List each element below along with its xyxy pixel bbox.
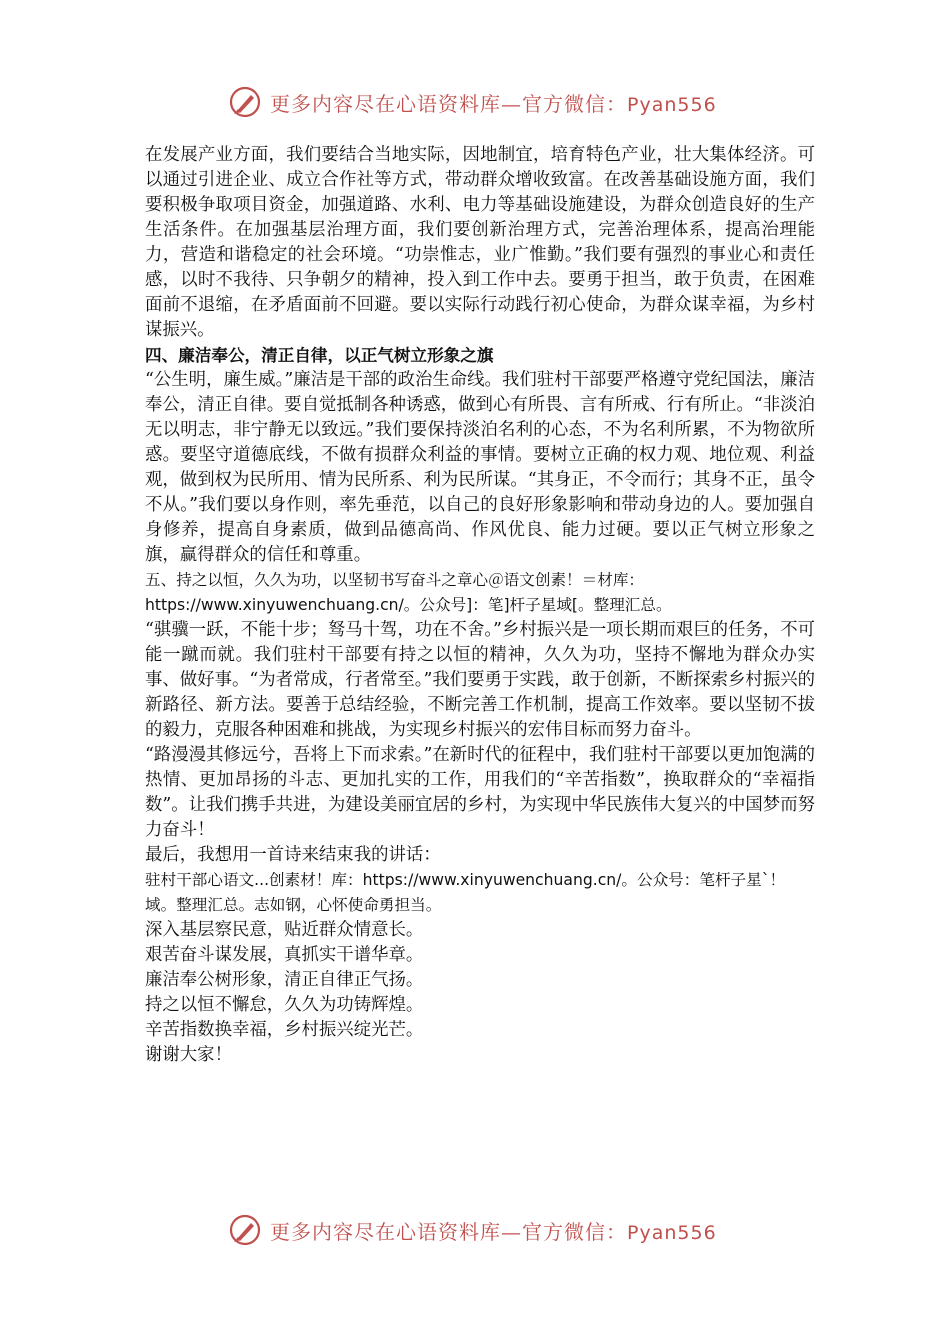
wechat-id: Pyan556: [627, 1221, 717, 1244]
poem-title: 驻村干部心语文...创素材！库：https://www.xinyuwenchuang.cn/。公众号：笔杆子星`！域。整理汇总。志如钢，心怀使命勇担当。: [145, 871, 786, 914]
poem-line: 辛苦指数换幸福，乡村振兴绽光芒。: [145, 1020, 424, 1040]
pen-logo-icon: [228, 1213, 262, 1247]
paragraph-persistence: “骐骥一跃，不能十步；驽马十驾，功在不舍。”乡村振兴是一项长期而艰巨的任务，不可能一蹴而就。我们驻村干部要有持之以恒的精神，久久为功，坚持不懈地为群众办实事、做好事。“为者常成，行者常至。”我们要勇于实践，敢于创新，不断探索乡村振兴的新路径、新方法。要善于总结经验，不断完善工作机制，提高工作效率。要以坚韧不拔的毅力，克服各种困难和挑战，为实现乡村振兴的宏伟目标而努力奋斗。: [145, 620, 815, 740]
wechat-id: Pyan556: [627, 93, 717, 116]
poem-line: 廉洁奉公树形象，清正自律正气扬。: [145, 970, 424, 990]
paragraph-industry: 在发展产业方面，我们要结合当地实际，因地制宜，培育特色产业，壮大集体经济。可以通过引进企业、成立合作社等方式，带动群众增收致富。在改善基础设施方面，我们要积极争取项目资金，加强道路、水利、电力等基础设施建设，为群众创造良好的生产生活条件。在加强基层治理方面，我们要创新治理方式，完善治理体系，提高治理能力，营造和谐稳定的社会环境。“功崇惟志，业广惟勤。”我们要有强烈的事业心和责任感，以时不我待、只争朝夕的精神，投入到工作中去。要勇于担当，敢于负责，在困难面前不退缩，在矛盾面前不回避。要以实际行动践行初心使命，为群众谋幸福，为乡村谋振兴。: [145, 145, 815, 340]
closing-thanks: 谢谢大家！: [145, 1045, 232, 1065]
paragraph-integrity: “公生明，廉生威。”廉洁是干部的政治生命线。我们驻村干部要严格遵守党纪国法，廉洁奉公，清正自律。要自觉抵制各种诱惑，做到心有所畏、言有所戒、行有所止。“非淡泊无以明志，非宁静无以致远。”我们要保持淡泊名利的心态，不为名利所累，不为物欲所惑。要坚守道德底线，不做有损群众利益的事情。要树立正确的权力观、地位观、利益观，做到权为民所用、情为民所系、利为民所谋。“其身正，不令而行；其身不正，虽令不从。”我们要以身作则，率先垂范，以自己的良好形象影响和带动身边的人。要加强自身修养，提高自身素质，做到品德高尚、作风优良、能力过硬。要以正气树立形象之旗，赢得群众的信任和尊重。: [145, 370, 815, 565]
document-body: [145, 143, 815, 1068]
paragraph-closing-intro: 最后，我想用一首诗来结束我的讲话：: [145, 845, 441, 865]
poem-line: 持之以恒不懈怠，久久为功铸辉煌。: [145, 995, 424, 1015]
header-banner: [228, 82, 748, 122]
footer-banner: [228, 1210, 748, 1250]
poem-line: 艰苦奋斗谋发展，真抓实干谱华章。: [145, 945, 424, 965]
banner-text: 更多内容尽在心语资料库—官方微信：Pyan556: [270, 1219, 717, 1244]
banner-text: 更多内容尽在心语资料库—官方微信：Pyan556: [270, 91, 717, 116]
heading-section-4: 四、廉洁奉公，清正自律，以正气树立形象之旗: [145, 346, 494, 365]
heading-section-5: 五、持之以恒，久久为功，以坚韧书写奋斗之章心＠语文创素！＝材库：https://www.xinyuwenchuang.cn/。公众号]：笔]杆子星域[。整理汇总。: [145, 571, 672, 614]
paragraph-journey: “路漫漫其修远兮，吾将上下而求索。”在新时代的征程中，我们驻村干部要以更加饱满的热情、更加昂扬的斗志、更加扎实的工作，用我们的“辛苦指数”，换取群众的“幸福指数”。让我们携手共进，为建设美丽宜居的乡村，为实现中华民族伟大复兴的中国梦而努力奋斗！: [145, 745, 815, 840]
poem-line: 深入基层察民意，贴近群众情意长。: [145, 920, 424, 940]
pen-logo-icon: [228, 85, 262, 119]
